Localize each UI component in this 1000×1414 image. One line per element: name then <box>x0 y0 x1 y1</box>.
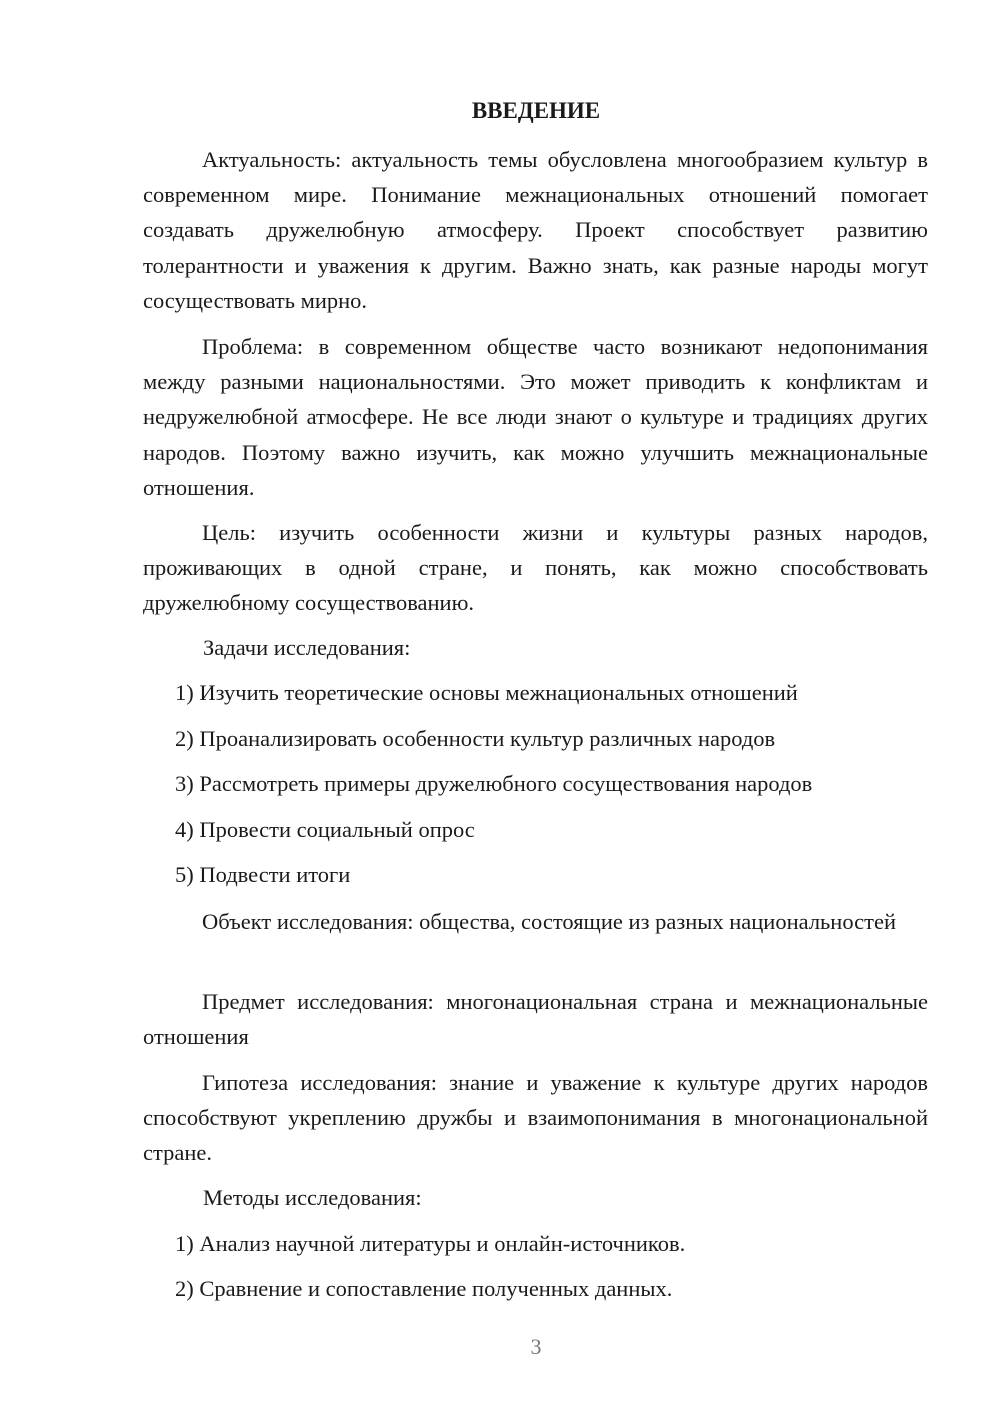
paragraph-relevance <box>143 142 928 318</box>
tasks-heading: Задачи исследования: <box>203 635 411 660</box>
problem-text: Проблема: в современном обществе часто возникают недопонимания между разными национальностями. Это может приводить к конфликтам и недружелюбной атмосфере. Не все люди знают о культуре и традициях других народов. Поэтому важно изучить, как можно улучшить межнациональные отношения. <box>143 334 928 500</box>
page-title: ВВЕДЕНИЕ <box>471 98 601 123</box>
method-item: 2) Сравнение и сопоставление полученных данных. <box>175 1276 673 1301</box>
task-item: 5) Подвести итоги <box>175 862 351 887</box>
task-item: 4) Провести социальный опрос <box>175 817 475 842</box>
task-item: 3) Рассмотреть примеры дружелюбного сосуществования народов <box>175 771 813 796</box>
methods-heading: Методы исследования: <box>203 1185 422 1210</box>
relevance-text: Актуальность: актуальность темы обусловлена многообразием культур в современном мире. Понимание межнациональных отношений помогает создавать дружелюбную атмосферу. Проект способствует развитию толерантности и уважения к другим. Важно знать, как разные народы могут сосуществовать мирно. <box>143 147 928 313</box>
paragraph-problem <box>143 329 928 505</box>
goal-text: Цель: изучить особенности жизни и культуры разных народов, проживающих в одной стране, и понять, как можно способствовать дружелюбному сосуществованию. <box>143 520 928 616</box>
object-text: Объект исследования: общества, состоящие из разных национальностей <box>202 909 897 934</box>
paragraph-subject <box>143 984 928 1054</box>
paragraph-object <box>143 904 928 939</box>
task-item: 2) Проанализировать особенности культур различных народов <box>175 726 776 751</box>
subject-text: Предмет исследования: многонациональная страна и межнациональные отношения <box>143 989 928 1050</box>
page-number: 3 <box>530 1334 542 1359</box>
paragraph-hypothesis <box>143 1065 928 1171</box>
method-item: 1) Анализ научной литературы и онлайн-источников. <box>175 1231 686 1256</box>
hypothesis-text: Гипотеза исследования: знание и уважение к культуре других народов способствуют укреплению дружбы и взаимопонимания в многонациональной стране. <box>143 1070 928 1166</box>
paragraph-goal <box>143 515 928 621</box>
task-item: 1) Изучить теоретические основы межнациональных отношений <box>175 680 798 705</box>
